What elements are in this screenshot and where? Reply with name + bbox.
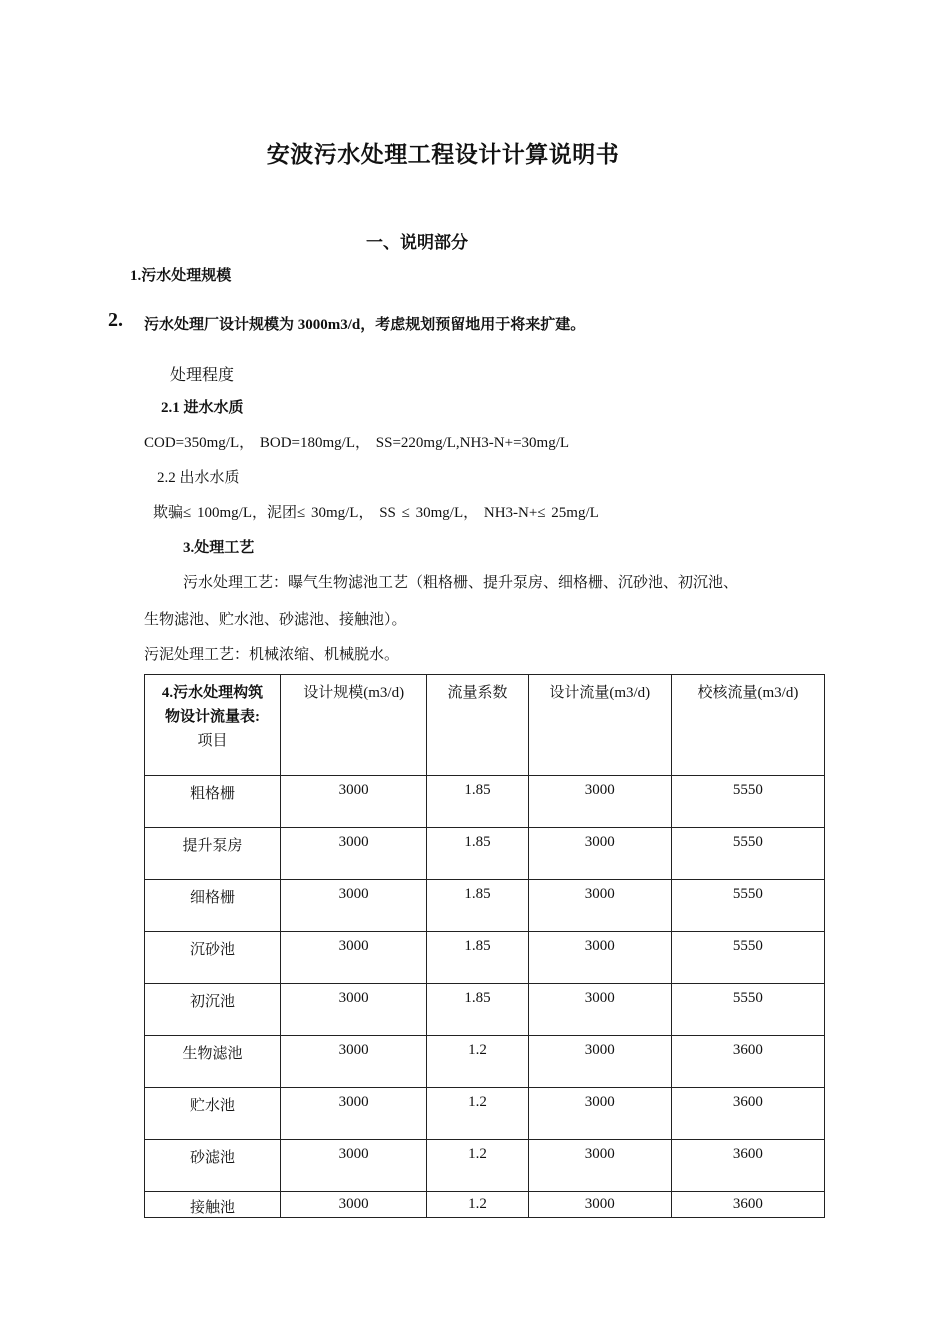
design-scale-cell: 3000 — [281, 1088, 427, 1140]
design-scale-cell: 3000 — [281, 1140, 427, 1192]
process-heading: 3.处理工艺 — [183, 540, 255, 556]
item-name-cell: 初沉池 — [145, 984, 281, 1036]
process-line-2: 生物滤池、贮水池、砂滤池、接触池）。 — [144, 612, 407, 628]
item-column-header: 项目 — [197, 733, 228, 749]
table-row — [145, 932, 825, 984]
table-row — [145, 1140, 825, 1192]
influent-values: COD=350mg/L， BOD=180mg/L， SS=220mg/L,NH3-N+=30mg/L — [144, 435, 570, 451]
flow-coefficient-cell: 1.2 — [427, 1140, 528, 1192]
design-scale-cell: 3000 — [281, 1036, 427, 1088]
check-flow-cell: 5550 — [671, 984, 824, 1036]
flow-coefficient-cell: 1.2 — [427, 1036, 528, 1088]
table-row — [145, 984, 825, 1036]
design-flow-cell: 3000 — [528, 1192, 671, 1218]
flow-coefficient-cell: 1.2 — [427, 1088, 528, 1140]
design-scale-cell: 3000 — [281, 776, 427, 828]
flow-coefficient-cell: 1.85 — [427, 880, 528, 932]
table-header-row — [145, 675, 825, 776]
check-flow-cell: 5550 — [671, 880, 824, 932]
check-flow-cell: 5550 — [671, 828, 824, 880]
effluent-values: 欺骗≤ 100mg/L，泥团≤ 30mg/L， SS ≤ 30mg/L， NH3-N+≤ 25mg/L — [153, 505, 599, 521]
design-flow-cell: 3000 — [528, 880, 671, 932]
check-flow-cell: 3600 — [671, 1036, 824, 1088]
item-name-cell: 提升泵房 — [145, 828, 281, 880]
scale-description: 污水处理厂设计规模为 3000m3/d，考虑规划预留地用于将来扩建。 — [144, 317, 586, 333]
table-row — [145, 1088, 825, 1140]
table-caption-cell — [145, 675, 281, 776]
flow-coefficient-cell: 1.85 — [427, 932, 528, 984]
design-flow-cell: 3000 — [528, 1140, 671, 1192]
design-scale-cell: 3000 — [281, 1192, 427, 1218]
design-flow-cell: 3000 — [528, 984, 671, 1036]
process-line-1: 污水处理工艺：曝气生物滤池工艺（粗格栅、提升泵房、细格栅、沉砂池、初沉池、 — [183, 575, 739, 591]
influent-heading: 2.1 进水水质 — [161, 400, 244, 416]
check-flow-cell: 3600 — [671, 1088, 824, 1140]
scale-heading: 1.污水处理规模 — [130, 268, 232, 284]
design-flow-cell: 3000 — [528, 1088, 671, 1140]
flow-coefficient-cell: 1.85 — [427, 776, 528, 828]
table-caption-line-1: 4.污水处理构筑 — [161, 685, 264, 701]
check-flow-header: 校核流量(m3/d) — [671, 675, 824, 776]
table-row — [145, 1192, 825, 1218]
item-name-cell: 细格栅 — [145, 880, 281, 932]
flow-coefficient-cell: 1.85 — [427, 984, 528, 1036]
flow-coefficient-header: 流量系数 — [427, 675, 528, 776]
table-row — [145, 776, 825, 828]
sludge-process: 污泥处理工艺：机械浓缩、机械脱水。 — [144, 647, 400, 663]
design-scale-cell: 3000 — [281, 880, 427, 932]
design-scale-cell: 3000 — [281, 828, 427, 880]
table-row — [145, 828, 825, 880]
design-flow-cell: 3000 — [528, 932, 671, 984]
design-flow-table — [144, 674, 825, 1218]
treatment-degree-heading: 处理程度 — [170, 367, 235, 384]
check-flow-cell: 3600 — [671, 1192, 824, 1218]
flow-coefficient-cell: 1.85 — [427, 828, 528, 880]
design-scale-cell: 3000 — [281, 984, 427, 1036]
table-caption-line-2: 物设计流量表: — [165, 709, 261, 725]
table-row — [145, 1036, 825, 1088]
design-flow-cell: 3000 — [528, 828, 671, 880]
item-name-cell: 沉砂池 — [145, 932, 281, 984]
check-flow-cell: 3600 — [671, 1140, 824, 1192]
item-name-cell: 生物滤池 — [145, 1036, 281, 1088]
design-scale-cell: 3000 — [281, 932, 427, 984]
section-heading: 一、说明部分 — [366, 233, 468, 252]
table-row — [145, 880, 825, 932]
design-scale-header: 设计规模(m3/d) — [281, 675, 427, 776]
flow-coefficient-cell: 1.2 — [427, 1192, 528, 1218]
item-number-2: 2. — [108, 309, 123, 331]
effluent-heading: 2.2 出水水质 — [157, 470, 240, 486]
check-flow-cell: 5550 — [671, 932, 824, 984]
document-title: 安波污水处理工程设计计算说明书 — [266, 142, 620, 167]
item-name-cell: 砂滤池 — [145, 1140, 281, 1192]
item-name-cell: 粗格栅 — [145, 776, 281, 828]
design-flow-cell: 3000 — [528, 1036, 671, 1088]
item-name-cell: 接触池 — [145, 1192, 281, 1218]
item-name-cell: 贮水池 — [145, 1088, 281, 1140]
design-flow-header: 设计流量(m3/d) — [528, 675, 671, 776]
design-flow-cell: 3000 — [528, 776, 671, 828]
check-flow-cell: 5550 — [671, 776, 824, 828]
